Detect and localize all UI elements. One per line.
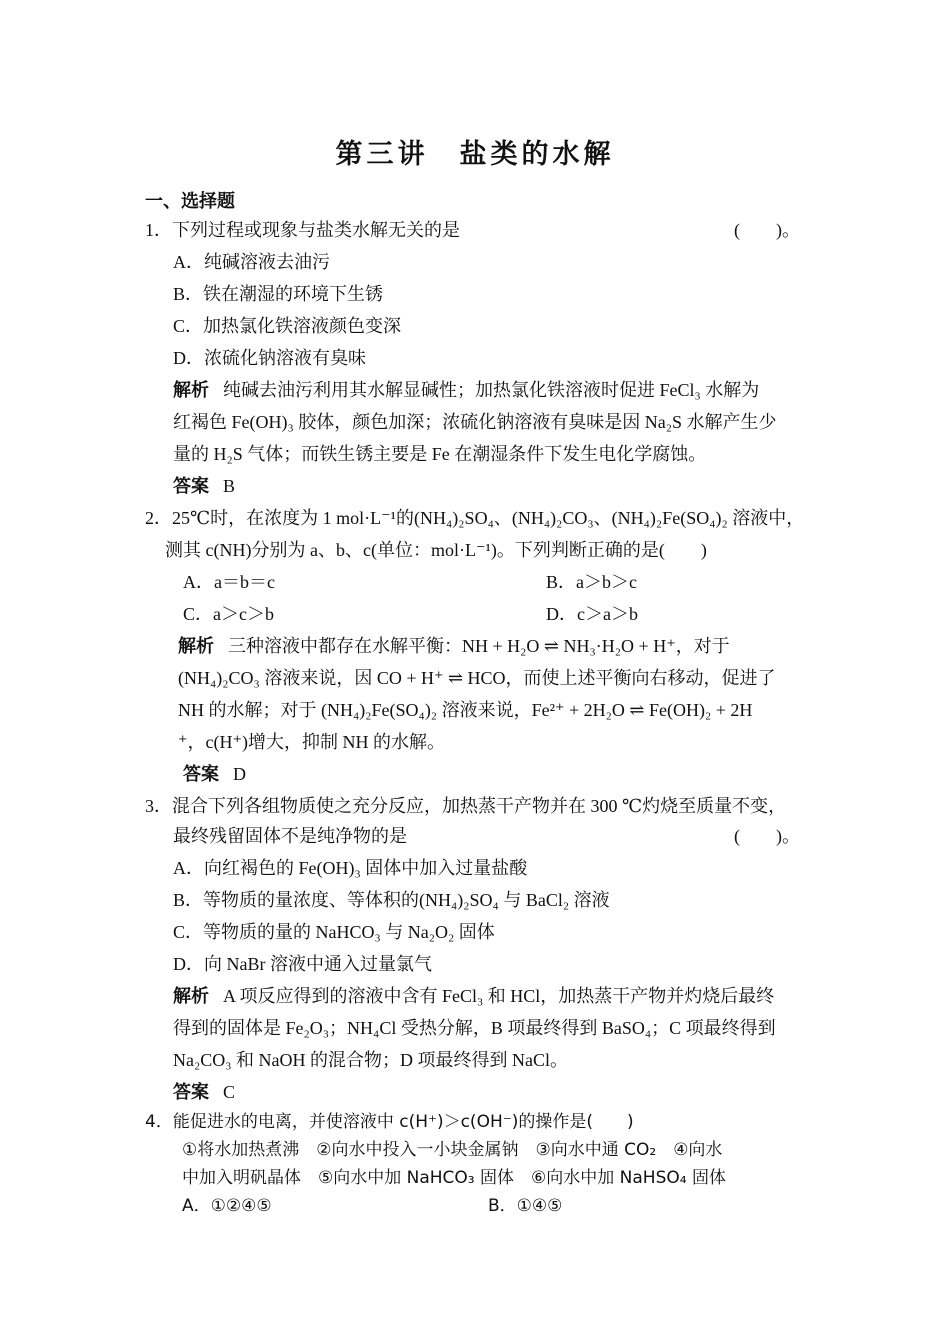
q4-option-a: A．①②④⑤ (182, 1196, 272, 1216)
q3-answer-line (173, 1080, 235, 1104)
section-heading: 一、选择题 (145, 191, 235, 211)
q2-option-a: A．a＝b＝c (183, 572, 275, 592)
q2-answer-tag: 答案 (183, 764, 219, 784)
q2-analysis-tag: 解析 (178, 636, 214, 656)
q4-option-b: B．①④⑤ (488, 1196, 563, 1216)
q3-answer-tag: 答案 (173, 1082, 209, 1102)
q3-answer-blank: ( )。 (734, 826, 800, 846)
q3-answer: C (223, 1082, 236, 1102)
q3-analysis-line-1 (173, 984, 774, 1008)
q3-option-a: A．向红褐色的 Fe(OH)₃ 固体中加入过量盐酸 (173, 858, 528, 878)
q2-analysis-line-1 (178, 634, 730, 658)
q3-stem-line-1: 3．混合下列各组物质使之充分反应，加热蒸干产物并在 300 ℃灼烧至质量不变， (145, 796, 787, 816)
q1-option-c: C．加热氯化铁溶液颜色变深 (173, 316, 402, 336)
q2-option-b: B．a＞b＞c (546, 572, 637, 592)
q1-option-a: A．纯碱溶液去油污 (173, 252, 330, 272)
q1-analysis-text-1: 纯碱去油污利用其水解显碱性；加热氯化铁溶液时促进 FeCl₃ 水解为 (223, 380, 760, 400)
q2-analysis-line-3: NH 的水解；对于 (NH₄)₂Fe(SO₄)₂ 溶液来说，Fe²⁺ + 2H₂O ⇌ Fe(OH)₂ + 2H (178, 700, 753, 720)
page-title: 第三讲 盐类的水解 (335, 139, 615, 169)
q2-option-d: D．c＞a＞b (546, 604, 638, 624)
q1-analysis-line-2: 红褐色 Fe(OH)₃ 胶体，颜色加深；浓硫化钠溶液有臭味是因 Na₂S 水解产生少 (173, 412, 777, 432)
q2-analysis-line-4: ⁺，c(H⁺)增大，抑制 NH 的水解。 (178, 732, 445, 752)
q4-items-line-1: ①将水加热煮沸 ②向水中投入一小块金属钠 ③向水中通 CO₂ ④向水 (182, 1140, 723, 1160)
q3-analysis-text-1: A 项反应得到的溶液中含有 FeCl₃ 和 HCl，加热蒸干产物并灼烧后最终 (223, 986, 775, 1006)
q3-analysis-tag: 解析 (173, 986, 209, 1006)
q2-option-c: C．a＞c＞b (183, 604, 274, 624)
q1-answer: B (223, 476, 236, 496)
q3-option-b: B．等物质的量浓度、等体积的(NH₄)₂SO₄ 与 BaCl₂ 溶液 (173, 890, 610, 910)
q4-items-line-2: 中加入明矾晶体 ⑤向水中加 NaHCO₃ 固体 ⑥向水中加 NaHSO₄ 固体 (182, 1168, 726, 1188)
q1-option-d: D．浓硫化钠溶液有臭味 (173, 348, 366, 368)
q3-option-d: D．向 NaBr 溶液中通入过量氯气 (173, 954, 432, 974)
q2-stem-line-2: 测其 c(NH)分别为 a、b、c(单位：mol·L⁻¹)。下列判断正确的是( ) (165, 540, 707, 560)
q2-analysis-line-2: (NH₄)₂CO₃ 溶液来说，因 CO + H⁺ ⇌ HCO，而使上述平衡向右移动，促进了 (178, 668, 776, 688)
q1-analysis-line-3: 量的 H₂S 气体；而铁生锈主要是 Fe 在潮湿条件下发生电化学腐蚀。 (173, 444, 707, 464)
q2-answer: D (233, 764, 246, 784)
q3-analysis-line-2: 得到的固体是 Fe₂O₃；NH₄Cl 受热分解，B 项最终得到 BaSO₄；C 项最终得到 (173, 1018, 776, 1038)
q1-analysis-line-1 (173, 378, 759, 402)
q1-analysis-tag: 解析 (173, 380, 209, 400)
q3-option-c: C．等物质的量的 NaHCO₃ 与 Na₂O₂ 固体 (173, 922, 495, 942)
q3-stem-line-2: 最终残留固体不是纯净物的是 (173, 826, 407, 846)
q1-answer-blank: ( )。 (734, 220, 800, 240)
q1-answer-line (173, 474, 235, 498)
q2-stem-line-1: 2．25℃时，在浓度为 1 mol·L⁻¹的(NH₄)₂SO₄、(NH₄)₂CO₃、(NH₄)₂Fe(SO₄)₂ 溶液中， (145, 508, 805, 528)
q2-analysis-text-1: 三种溶液中都存在水解平衡：NH + H₂O ⇌ NH₃·H₂O + H⁺，对于 (228, 636, 730, 656)
q1-option-b: B．铁在潮湿的环境下生锈 (173, 284, 384, 304)
q1-stem: 1．下列过程或现象与盐类水解无关的是 (145, 220, 460, 240)
q1-answer-tag: 答案 (173, 476, 209, 496)
q2-answer-line (183, 762, 246, 786)
q4-stem: 4．能促进水的电离，并使溶液中 c(H⁺)＞c(OH⁻)的操作是( ) (145, 1112, 634, 1132)
q3-analysis-line-3: Na₂CO₃ 和 NaOH 的混合物；D 项最终得到 NaCl。 (173, 1050, 569, 1070)
